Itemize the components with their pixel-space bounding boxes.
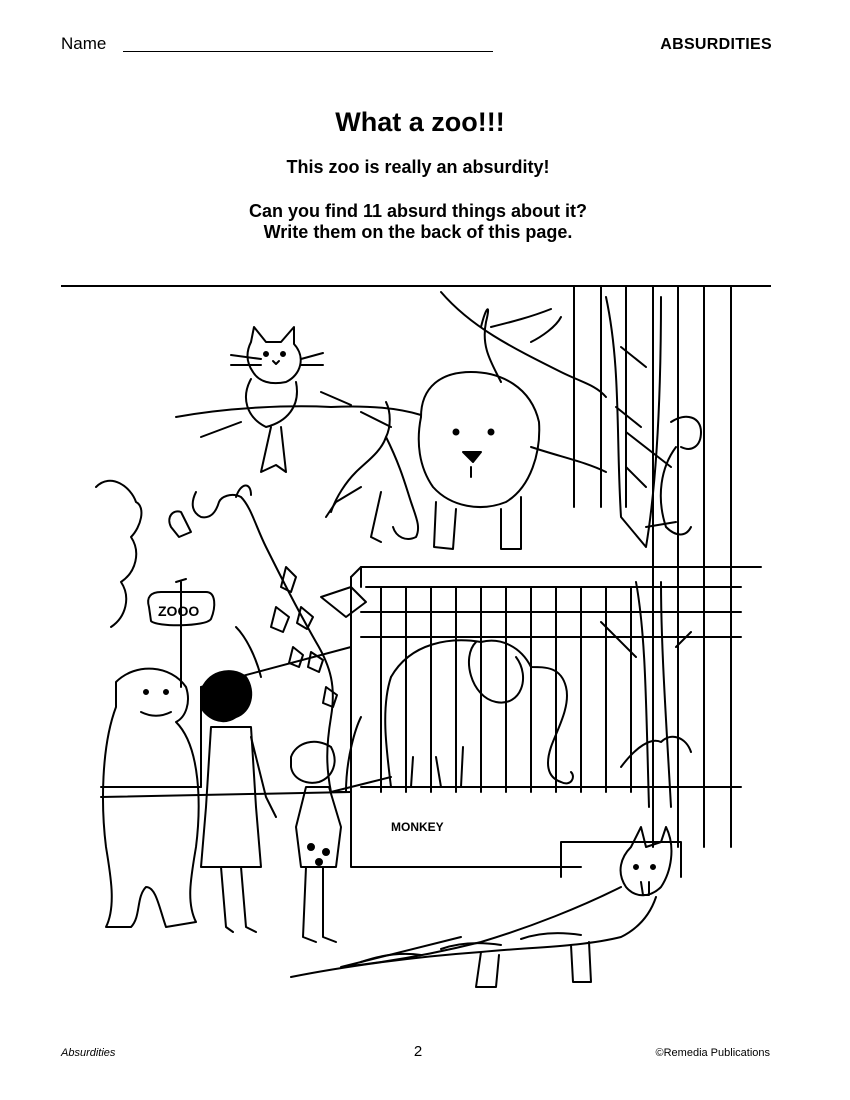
footer-publisher: ©Remedia Publications — [655, 1047, 770, 1059]
monkey-tree — [626, 417, 701, 535]
zoo-sign[interactable] — [148, 579, 214, 687]
zoo-sign-text: ZOOO — [158, 603, 200, 619]
girl — [291, 742, 391, 942]
cage-label: MONKEY — [391, 820, 444, 834]
page-title: What a zoo!!! — [335, 107, 505, 137]
monkey-hanging — [326, 402, 418, 542]
rabbit-crocodile — [291, 827, 671, 987]
woman — [201, 671, 276, 932]
name-label: Name — [61, 34, 107, 53]
instruction-line-2: Write them on the back of this page. — [263, 222, 573, 242]
gorilla — [103, 669, 199, 927]
page-number: 2 — [413, 1043, 423, 1060]
name-line[interactable] — [123, 51, 493, 52]
owl-cat — [231, 327, 323, 472]
giraffe — [169, 485, 366, 792]
footer-book-title: Absurdities — [61, 1047, 116, 1059]
lion — [419, 309, 540, 549]
subtitle: This zoo is really an absurdity! — [286, 157, 550, 177]
instruction-line-1: Can you find 11 absurd things about it? — [248, 201, 587, 221]
bushes — [96, 481, 141, 627]
branches — [176, 292, 606, 472]
elephant — [385, 640, 573, 787]
section-label: ABSURDITIES — [660, 36, 772, 53]
zoo-illustration — [61, 287, 771, 1007]
